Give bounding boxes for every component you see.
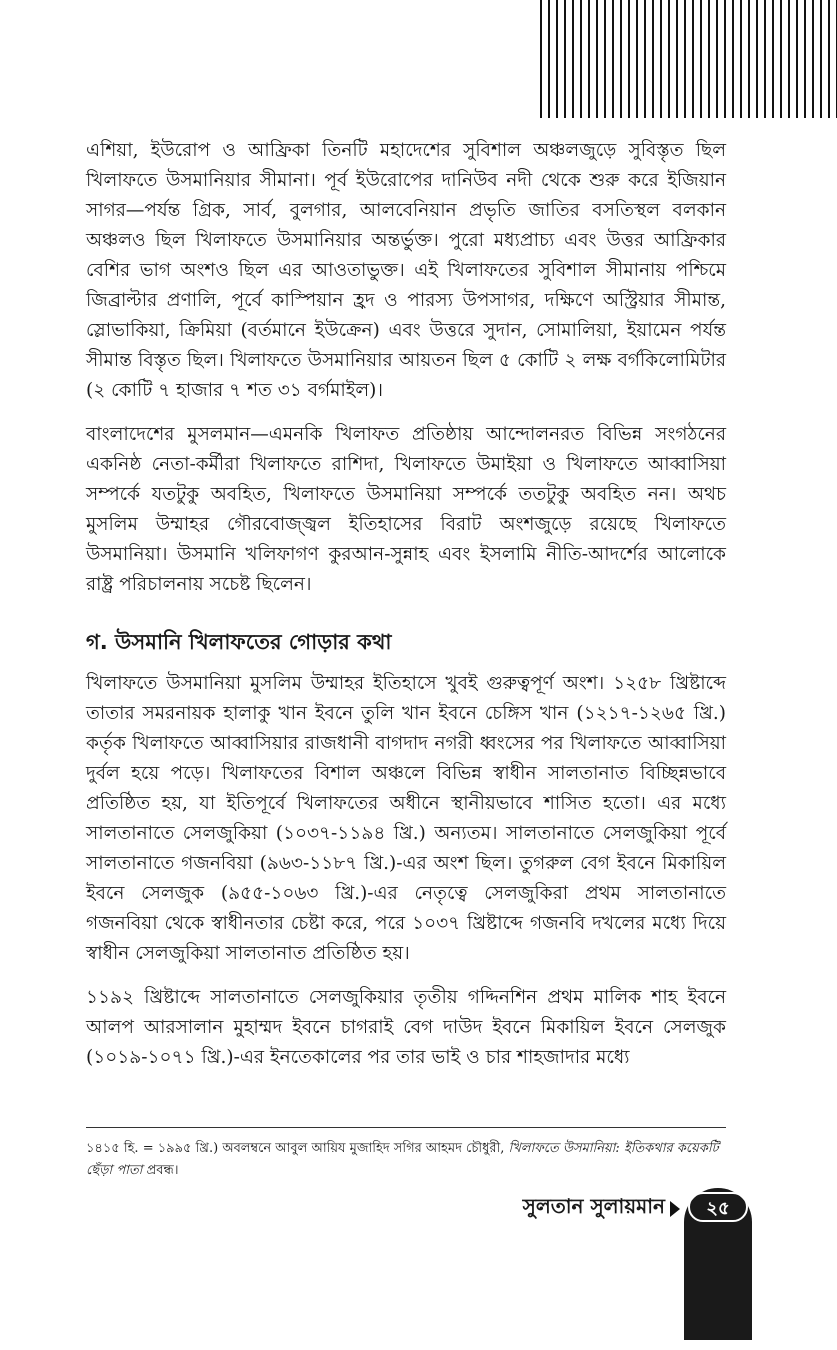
play-triangle-icon	[670, 1201, 680, 1217]
book-title: সুলতান সুলায়মান	[522, 1194, 665, 1218]
page-body	[86, 136, 726, 1087]
paragraph-3: খিলাফতে উসমানিয়া মুসলিম উম্মাহর ইতিহাসে খুবই গুরুত্বপূর্ণ অংশ। ১২৫৮ খ্রিষ্টাব্দে তাতার সমরনায়ক হালাকু খান ইবনে তুলি খান ইবনে চেঙ্গিস খান (১২১৭-১২৬৫ খ্রি.) কর্তৃক খিলাফতে আব্বাসিয়ার রাজধানী বাগদাদ নগরী ধ্বংসের পর খিলাফতে আব্বাসিয়া দুর্বল হয়ে পড়ে। খিলাফতের বিশাল অঞ্চলে বিভিন্ন স্বাধীন সালতানাত বিচ্ছিন্নভাবে প্রতিষ্ঠিত হয়, যা ইতিপূর্বে খিলাফতের অধীনে স্থানীয়ভাবে শাসিত হতো। এর মধ্যে সালতানাতে সেলজুকিয়া (১০৩৭-১১৯৪ খ্রি.) অন্যতম। সালতানাতে সেলজুকিয়া পূর্বে সালতানাতে গজনবিয়া (৯৬৩-১১৮৭ খ্রি.)-এর অংশ ছিল। তুগরুল বেগ ইবনে মিকায়িল ইবনে সেলজুক (৯৫৫-১০৬৩ খ্রি.)-এর নেতৃত্বে সেলজুকিরা প্রথম সালতানাতে গজনবিয়া থেকে স্বাধীনতার চেষ্টা করে, পরে ১০৩৭ খ্রিষ্টাব্দে গজনবি দখলের মধ্যে দিয়ে স্বাধীন সেলজুকিয়া সালতানাত প্রতিষ্ঠিত হয়।	[86, 673, 726, 964]
footnote	[86, 1138, 726, 1182]
paragraph-1: এশিয়া, ইউরোপ ও আফ্রিকা তিনটি মহাদেশের সুবিশাল অঞ্চলজুড়ে সুবিস্তৃত ছিল খিলাফতে উসমানিয়ার সীমানা। পূর্ব ইউরোপের দানিউব নদী থেকে শুরু করে ইজিয়ান সাগর—পর্যন্ত গ্রিক, সার্ব, বুলগার, আলবেনিয়ান প্রভৃতি জাতির বসতিস্থল বলকান অঞ্চলও ছিল খিলাফতে উসমানিয়ার অন্তর্ভুক্ত। পুরো মধ্যপ্রাচ্য এবং উত্তর আফ্রিকার বেশির ভাগ অংশও ছিল এর আওতাভুক্ত। এই খিলাফতের সুবিশাল সীমানায় পশ্চিমে জিব্রাল্টার প্রণালি, পূর্বে কাস্পিয়ান হ্রদ ও পারস্য উপসাগর, দক্ষিণে অস্ট্রিয়ার সীমান্ত, স্লোভাকিয়া, ক্রিমিয়া (বর্তমানে ইউক্রেন) এবং উত্তরে সুদান, সোমালিয়া, ইয়ামেন পর্যন্ত সীমান্ত বিস্তৃত ছিল। খিলাফতে উসমানিয়ার আয়তন ছিল ৫ কোটি ২ লক্ষ বর্গকিলোমিটার (২ কোটি ৭ হাজার ৭ শত ৩১ বর্গমাইল)।	[86, 140, 726, 401]
decorative-stripes	[540, 0, 837, 118]
footnote-text: ১৪১৫ হি. = ১৯৯৫ খ্রি.) অবলম্বনে আবুল আয়িয মুজাহিদ সগির আহমদ চৌধুরী,	[86, 1141, 509, 1156]
section-heading: গ. উসমানি খিলাফতের গোড়ার কথা	[86, 630, 392, 654]
paragraph-4: ১১৯২ খ্রিষ্টাব্দে সালতানাতে সেলজুকিয়ার তৃতীয় গদ্দিনশিন প্রথম মালিক শাহ ইবনে আলপ আরসালান মুহাম্মদ ইবনে চাগরাই বেগ দাউদ ইবনে মিকায়িল ইবনে সেলজুক (১০১৯-১০৭১ খ্রি.)-এর ইনতেকালের পর তার ভাই ও চার শাহজাদার মধ্যে	[86, 987, 726, 1068]
footnote-divider	[86, 1127, 726, 1128]
paragraph-2: বাংলাদেশের মুসলমান—এমনকি খিলাফত প্রতিষ্ঠায় আন্দোলনরত বিভিন্ন সংগঠনের একনিষ্ঠ নেতা-কর্মীরা খিলাফতে রাশিদা, খিলাফতে উমাইয়া ও খিলাফতে আব্বাসিয়া সম্পর্কে যতটুকু অবহিত, খিলাফতে উসমানিয়া সম্পর্কে ততটুকু অবহিত নন। অথচ মুসলিম উম্মাহর গৌরবোজ্জ্বল ইতিহাসের বিরাট অংশজুড়ে রয়েছে খিলাফতে উসমানিয়া। উসমানি খলিফাগণ কুরআন-সুন্নাহ এবং ইসলামি নীতি-আদর্শের আলোকে রাষ্ট্র পরিচালনায় সচেষ্ট ছিলেন।	[86, 424, 726, 595]
page-tab	[684, 1188, 752, 1340]
page-number: ২৫	[688, 1192, 748, 1222]
footnote-italic-title: খিলাফতে উসমানিয়া: ইতিকথার কয়েকটি ছেঁড়া পাতা	[86, 1141, 719, 1178]
footnote-suffix: প্রবন্ধ।	[142, 1163, 179, 1178]
